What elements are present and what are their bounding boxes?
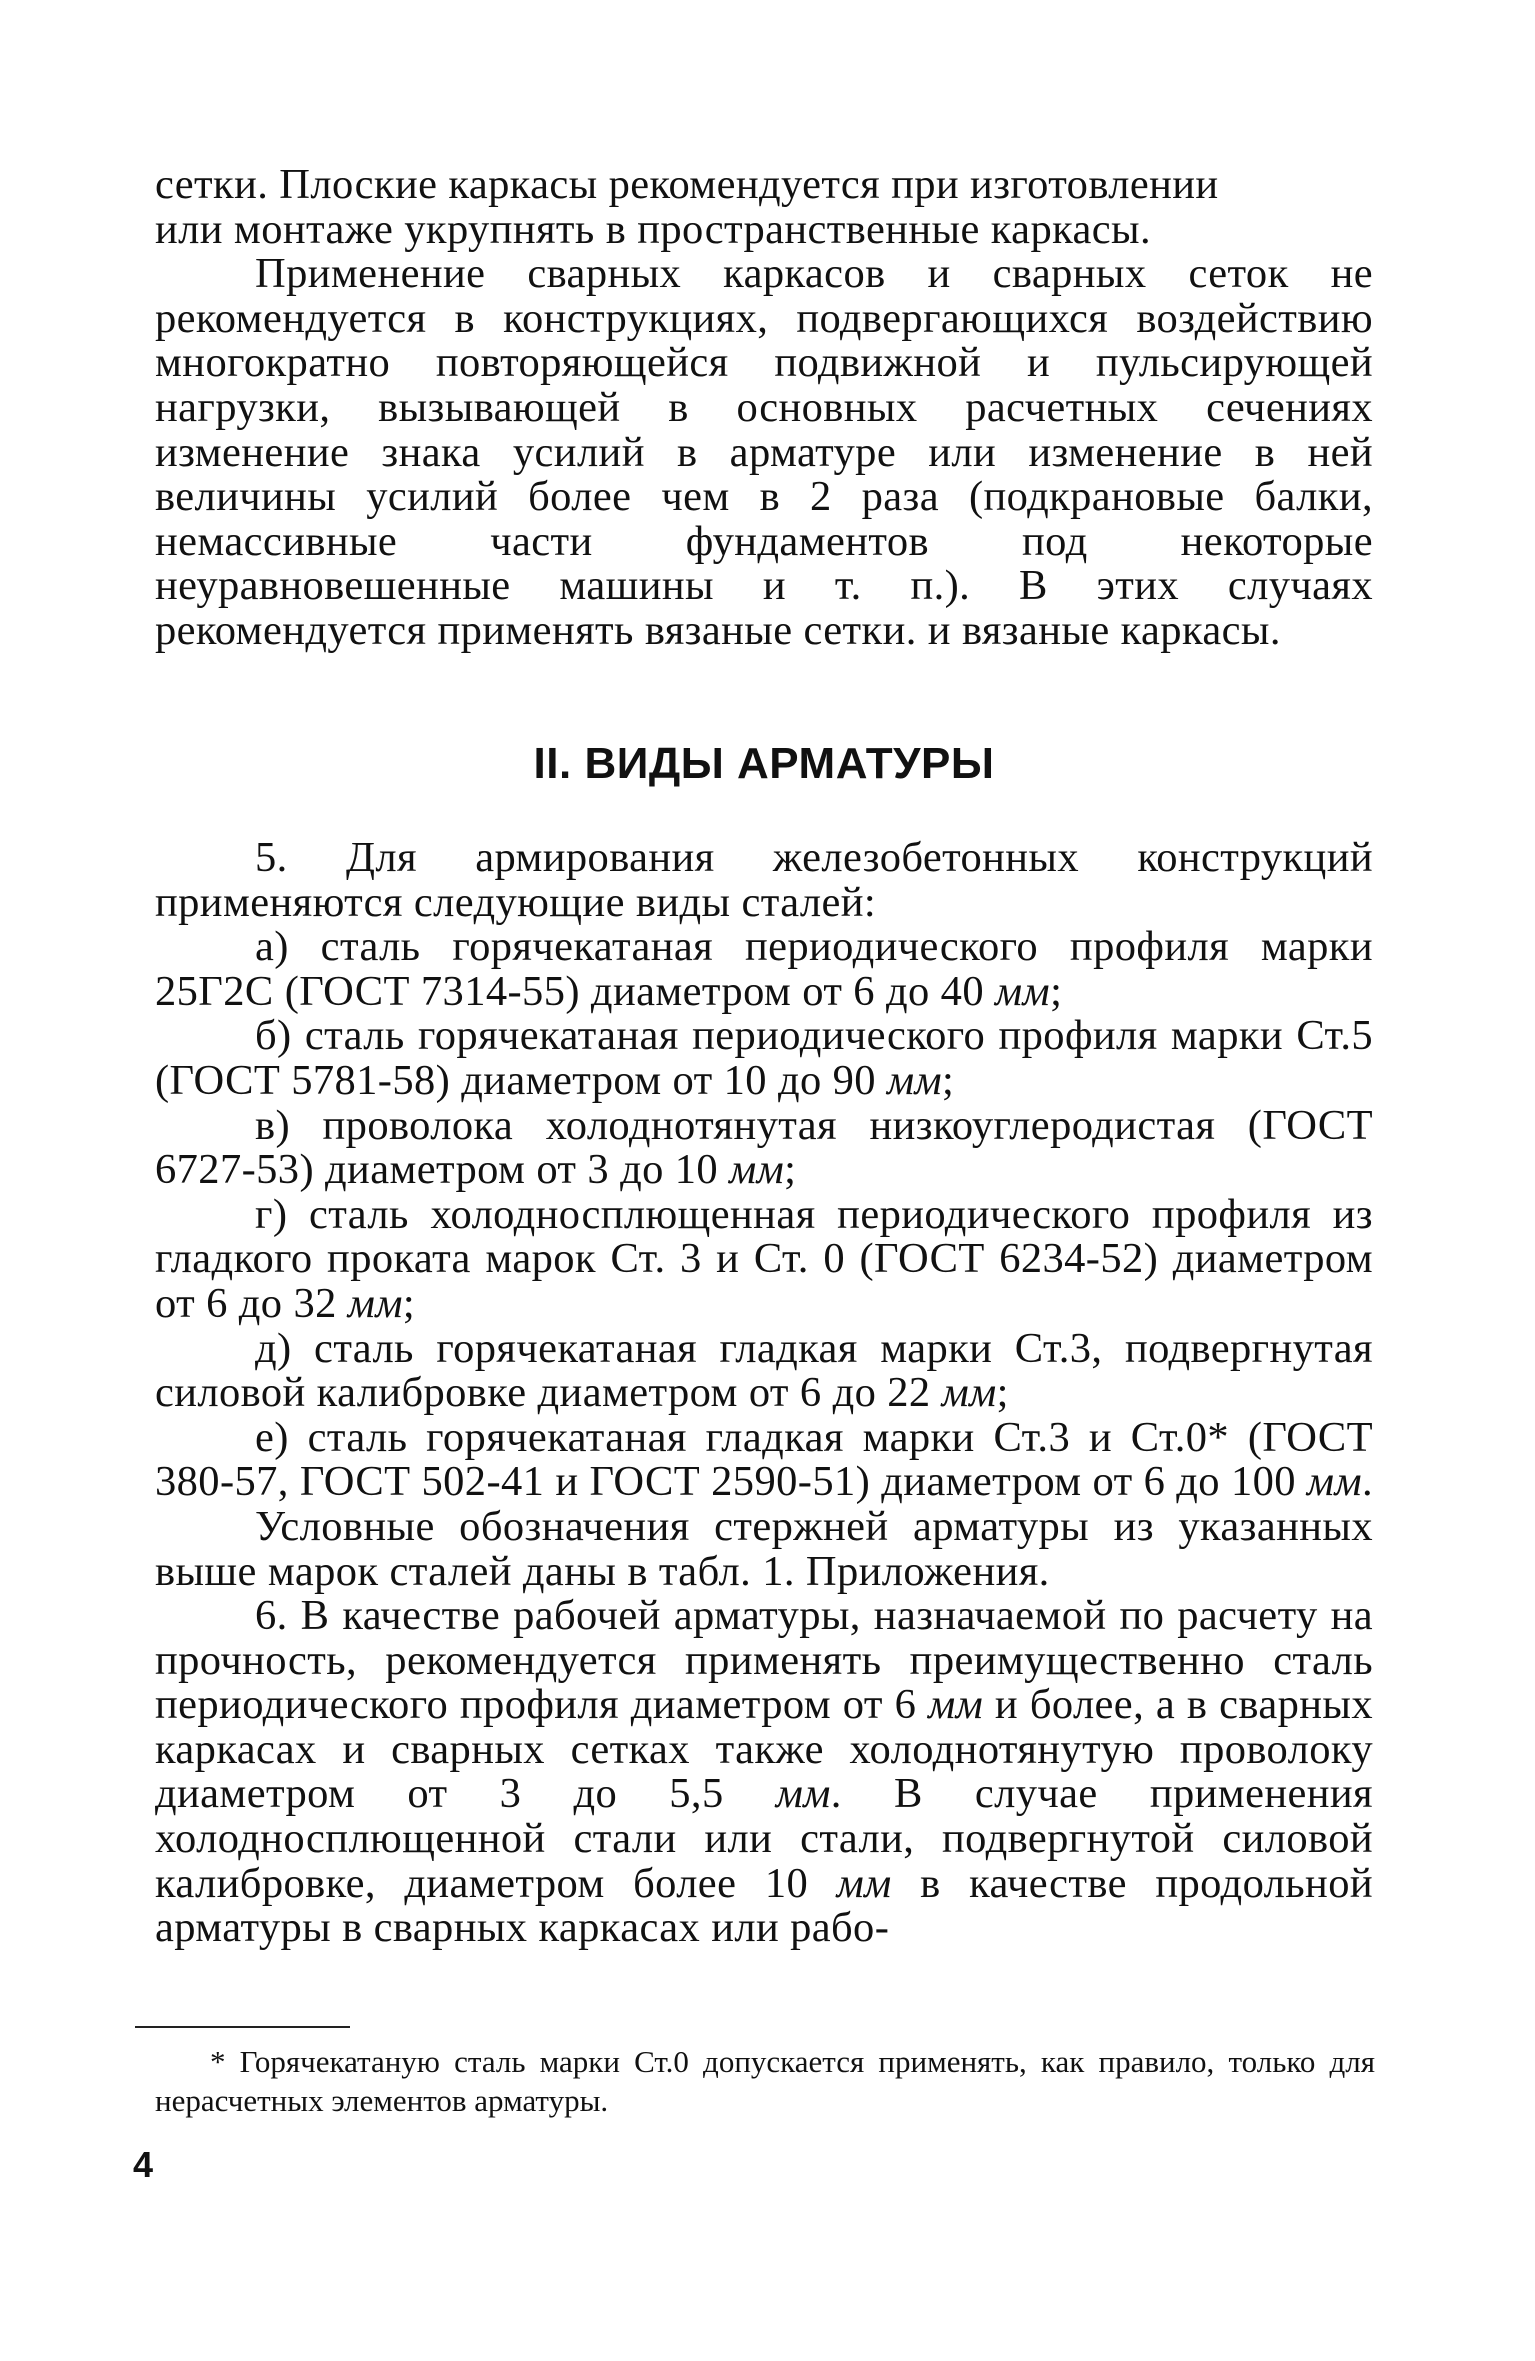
page-number: 4 [133, 2144, 154, 2185]
list-item-b: б) сталь горячекатаная периодического профиля марки Ст.5 (ГОСТ 5781-58) диаметром от 10 до 90 мм; [155, 1012, 1373, 1104]
intro-paragraph-2: Применение сварных каркасов и сварных сеток не рекомендуется в конструкциях, подвергающихся воздействию многократно повторяющейся подвижной и пульсирующей нагрузки, вызывающей в основных расчетных сечениях изменение знака усилий в арматуре или изменение в ней величины усилий более чем в 2 раза (подкрановые балки, немассивные части фундаментов под некоторые неуравновешенные машины и т. п.). В этих случаях рекомендуется применять вязаные сетки. и вязаные каркасы. [155, 250, 1373, 654]
section-body [155, 836, 1373, 1951]
section-heading: II. ВИДЫ АРМАТУРЫ [533, 739, 995, 788]
paragraph-5: 5. Для армирования железобетонных конструкций применяются следующие виды сталей: [155, 834, 1373, 926]
list-item-e: е) сталь горячекатаная гладкая марки Ст.3 и Ст.0* (ГОСТ 380-57, ГОСТ 502-41 и ГОСТ 2590-51) диаметром от 6 до 100 мм. [155, 1413, 1373, 1506]
intro-line-2: или монтаже укрупнять в пространственные каркасы. [155, 205, 1151, 253]
list-item-d: д) сталь горячекатаная гладкая марки Ст.3, подвергнутая силовой калибровке диаметром от 6 до 22 мм; [155, 1324, 1373, 1417]
list-item-g: г) сталь холодносплющенная периодического профиля из гладкого проката марок Ст. 3 и Ст. 0 (ГОСТ 6234-52) диаметром от 6 до 32 мм; [155, 1190, 1373, 1327]
notation-note: Условные обозначения стержней арматуры из указанных выше марок сталей даны в табл. 1. Приложения. [155, 1502, 1373, 1595]
list-item-a: а) сталь горячекатаная периодического профиля марки 25Г2С (ГОСТ 7314-55) диаметром от 6 до 40 мм; [155, 923, 1373, 1015]
footnote [155, 2042, 1375, 2120]
paragraph-6: 6. В качестве рабочей арматуры, назначаемой по расчету на прочность, рекомендуется применять преимущественно сталь периодического профиля диаметром от 6 мм и более, а в сварных каркасах и сварных сетках также холоднотянутую проволоку диаметром от 3 до 5,5 мм. В случае применения холодносплющенной стали или стали, подвергнутой силовой калибровке, диаметром более 10 мм в качестве продольной арматуры в сварных каркасах или рабо- [155, 1592, 1373, 1952]
intro-line-1: сетки. Плоские каркасы рекомендуется при изготовлении [155, 161, 1219, 208]
list-item-v: в) проволока холоднотянутая низкоуглеродистая (ГОСТ 6727-53) диаметром от 3 до 10 мм; [155, 1101, 1373, 1194]
intro-block [155, 163, 1373, 654]
footnote-text: * Горячекатаную сталь марки Ст.0 допускается применять, как правило, только для нерасчетных элементов арматуры. [155, 2044, 1375, 2118]
footnote-divider [135, 2026, 350, 2028]
